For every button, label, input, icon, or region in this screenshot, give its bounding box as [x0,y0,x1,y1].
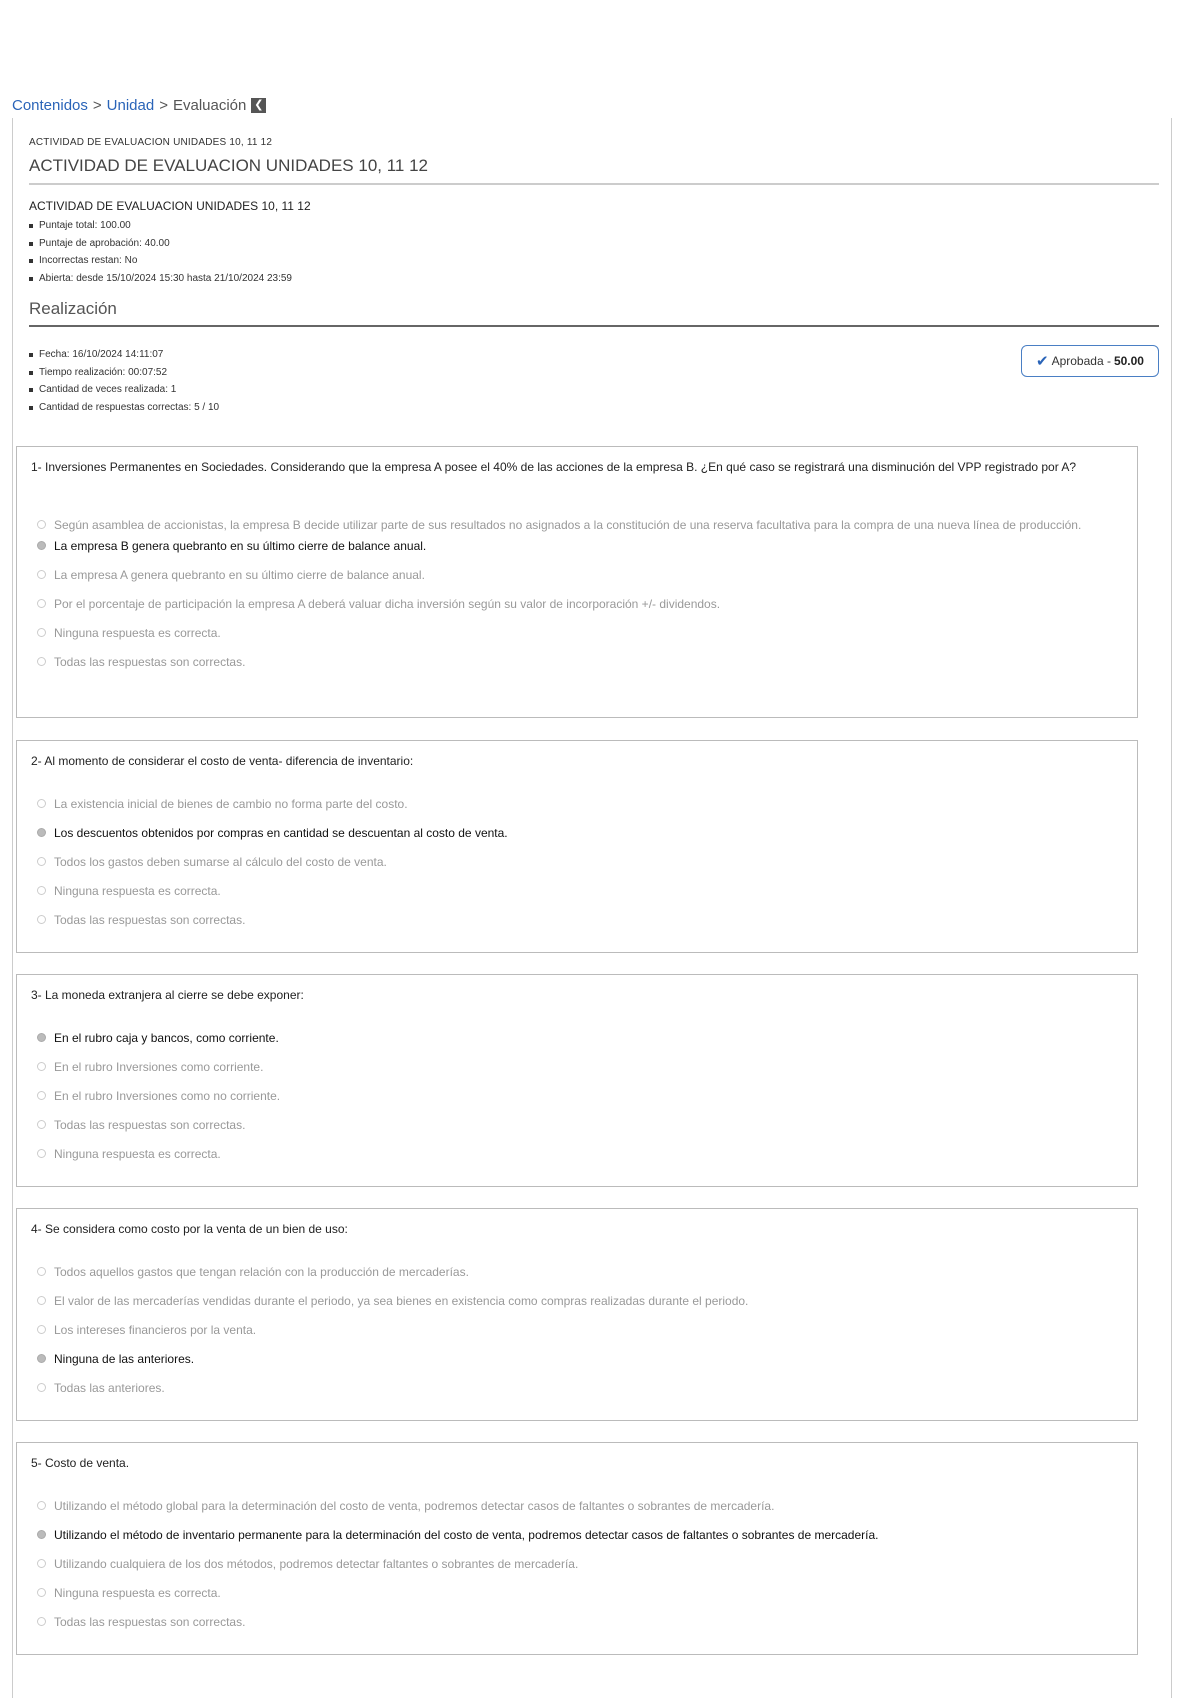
breadcrumb-unidad[interactable]: Unidad [106,97,155,114]
answer-option-label: Según asamblea de accionistas, la empresa B decide utilizar parte de sus resultados no asignados a la constitución de una reserva facultativa para la compra de una nueva línea de producción. [54,518,1082,532]
breadcrumb [12,97,266,114]
radio-button[interactable] [37,1617,46,1626]
answer-option[interactable] [37,568,1117,582]
answer-option-label: Todas las respuestas son correctas. [54,1615,246,1629]
question-card [16,446,1138,718]
collapse-left-icon[interactable]: ❮ [251,98,266,113]
answer-option-label: Ninguna de las anteriores. [54,1352,195,1366]
answer-option-label: Todas las respuestas son correctas. [54,655,246,669]
answer-option-label: Utilizando el método de inventario permanente para la determinación del costo de venta, podremos detectar casos de faltantes o sobrantes de mercadería. [54,1528,879,1542]
answer-option[interactable] [37,1265,1117,1279]
answer-option[interactable] [37,1557,1117,1571]
answer-option-label: Ninguna respuesta es correcta. [54,884,221,898]
radio-button[interactable] [37,857,46,866]
question-card [16,974,1138,1187]
radio-button[interactable] [37,570,46,579]
radio-button[interactable] [37,657,46,666]
answer-option[interactable] [37,855,1117,869]
meta-total-score: Puntaje total: 100.00 [29,217,292,235]
answer-option[interactable] [37,626,1117,640]
question-text: 4- Se considera como costo por la venta de un bien de uso: [31,1222,348,1236]
radio-button[interactable] [37,915,46,924]
radio-button[interactable] [37,1588,46,1597]
radio-button[interactable] [37,1530,46,1539]
answer-option-label: En el rubro caja y bancos, como corriente. [54,1031,279,1045]
answer-option-label: Ninguna respuesta es correcta. [54,1147,221,1161]
answer-option[interactable] [37,1060,1117,1074]
answer-option-selected[interactable] [37,1352,1117,1366]
divider [29,325,1159,327]
answer-option-selected[interactable] [37,1031,1117,1045]
answer-option[interactable] [37,913,1117,927]
check-icon: ✔ [1036,353,1049,370]
answer-option[interactable] [37,1615,1117,1629]
answer-option[interactable] [37,1499,1117,1513]
answer-option-selected[interactable] [37,826,1117,840]
answer-option[interactable] [37,655,1117,669]
meta-date: Fecha: 16/10/2024 14:11:07 [29,346,219,364]
answer-option-label: Todos aquellos gastos que tengan relación con la producción de mercaderías. [54,1265,469,1279]
meta-open-dates: Abierta: desde 15/10/2024 15:30 hasta 21/10/2024 23:59 [29,270,292,288]
answer-option-label: Ninguna respuesta es correcta. [54,1586,221,1600]
meta-incorrect-subtract: Incorrectas restan: No [29,252,292,270]
radio-button[interactable] [37,1296,46,1305]
radio-button[interactable] [37,1149,46,1158]
answer-option-label: En el rubro Inversiones como corriente. [54,1060,264,1074]
answer-option[interactable] [37,1381,1117,1395]
radio-button[interactable] [37,828,46,837]
meta-duration: Tiempo realización: 00:07:52 [29,364,219,382]
answer-option[interactable] [37,1323,1117,1337]
answer-option[interactable] [37,518,1117,532]
breadcrumb-separator: > [92,97,102,114]
radio-button[interactable] [37,1354,46,1363]
radio-button[interactable] [37,541,46,550]
answer-option-label: Ninguna respuesta es correcta. [54,626,221,640]
answer-option-label: La empresa A genera quebranto en su último cierre de balance anual. [54,568,425,582]
answer-option-selected[interactable] [37,539,1117,553]
radio-button[interactable] [37,628,46,637]
badge-label: Aprobada - [1051,354,1111,368]
divider [29,183,1159,185]
answer-option-label: Utilizando el método global para la determinación del costo de venta, podremos detectar casos de faltantes o sobrantes de mercadería. [54,1499,775,1513]
answer-option[interactable] [37,1118,1117,1132]
attempt-meta-list [29,346,219,416]
answer-option-label: Por el porcentaje de participación la empresa A deberá valuar dicha inversión según su valor de incorporación +/- dividendos. [54,597,721,611]
meta-attempts: Cantidad de veces realizada: 1 [29,381,219,399]
section-title-realizacion: Realización [29,299,117,318]
radio-button[interactable] [37,520,46,529]
answer-option-label: Todos los gastos deben sumarse al cálculo del costo de venta. [54,855,387,869]
status-badge [1021,345,1159,377]
breadcrumb-separator: > [159,97,168,114]
badge-score: 50.00 [1113,354,1144,368]
answer-option-label: La empresa B genera quebranto en su último cierre de balance anual. [54,539,427,553]
answer-option-label: Todas las respuestas son correctas. [54,1118,246,1132]
radio-button[interactable] [37,799,46,808]
radio-button[interactable] [37,1325,46,1334]
radio-button[interactable] [37,1501,46,1510]
answer-option-label: Los intereses financieros por la venta. [54,1323,257,1337]
radio-button[interactable] [37,1120,46,1129]
answer-option-label: Todas las anteriores. [54,1381,165,1395]
question-text: 2- Al momento de considerar el costo de venta- diferencia de inventario: [31,754,414,768]
answer-option[interactable] [37,1089,1117,1103]
radio-button[interactable] [37,1267,46,1276]
activity-meta-list [29,217,292,287]
answer-option-selected[interactable] [37,1528,1117,1542]
answer-option[interactable] [37,797,1117,811]
question-card [16,1208,1138,1421]
meta-correct-answers: Cantidad de respuestas correctas: 5 / 10 [29,399,219,417]
question-card [16,740,1138,953]
question-text: 3- La moneda extranjera al cierre se debe exponer: [31,988,304,1002]
activity-name: ACTIVIDAD DE EVALUACION UNIDADES 10, 11 12 [29,199,311,213]
answer-option-label: La existencia inicial de bienes de cambio no forma parte del costo. [54,797,408,811]
answer-option[interactable] [37,884,1117,898]
radio-button[interactable] [37,1091,46,1100]
answer-option-label: El valor de las mercaderías vendidas durante el periodo, ya sea bienes en existencia como compras realizadas durante el periodo. [54,1294,749,1308]
answer-option[interactable] [37,597,1117,611]
radio-button[interactable] [37,1033,46,1042]
answer-option-label: Los descuentos obtenidos por compras en cantidad se descuentan al costo de venta. [54,826,508,840]
radio-button[interactable] [37,886,46,895]
meta-pass-score: Puntaje de aprobación: 40.00 [29,235,292,253]
answer-option[interactable] [37,1147,1117,1161]
radio-button[interactable] [37,599,46,608]
question-text: 1- Inversiones Permanentes en Sociedades. Considerando que la empresa A posee el 40% de las acciones de la empresa B. ¿En qué caso se registrará una disminución del VPP registrado por A? [31,460,1077,474]
breadcrumb-current: Evaluación [172,97,247,114]
activity-subtitle: ACTIVIDAD DE EVALUACION UNIDADES 10, 11 12 [29,137,273,148]
answer-option[interactable] [37,1586,1117,1600]
answer-option-label: Utilizando cualquiera de los dos métodos, podremos detectar faltantes o sobrantes de mercadería. [54,1557,579,1571]
radio-button[interactable] [37,1062,46,1071]
answer-option-label: Todas las respuestas son correctas. [54,913,246,927]
question-card [16,1442,1138,1655]
answer-option-label: En el rubro Inversiones como no corriente. [54,1089,281,1103]
radio-button[interactable] [37,1383,46,1392]
page-title: ACTIVIDAD DE EVALUACION UNIDADES 10, 11 12 [29,156,428,175]
radio-button[interactable] [37,1559,46,1568]
question-text: 5- Costo de venta. [31,1456,130,1470]
answer-option[interactable] [37,1294,1117,1308]
breadcrumb-contenidos[interactable]: Contenidos [12,97,88,114]
